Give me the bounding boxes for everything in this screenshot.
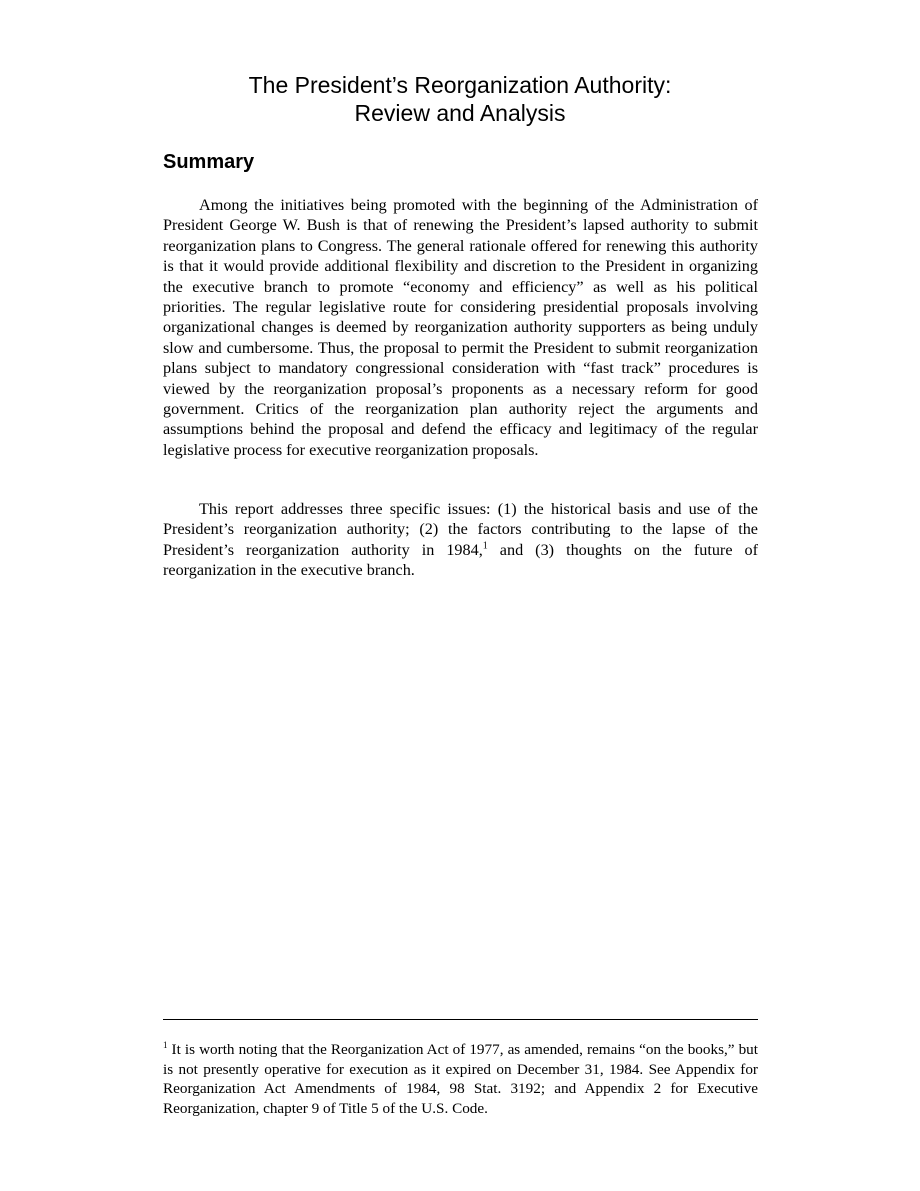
footnote-reference: 1 [482,540,488,552]
section-heading-summary: Summary [163,151,255,173]
summary-paragraph-2 [163,499,758,581]
summary-paragraph-1: Among the initiatives being promoted with the beginning of the Administration of President George W. Bush is that of renewing the President’s lapsed authority to submit reorganization plans to Congress. The general rationale offered for renewing this authority is that it would provide additional flexibility and discretion to the President in organizing the executive branch to promote “economy and efficiency” as well as his political priorities. The regular legislative route for considering presidential proposals involving organizational changes is deemed by reorganization authority supporters as being unduly slow and cumbersome. Thus, the proposal to permit the President to submit reorganization plans subject to mandatory congressional consideration with “fast track” procedures is viewed by the reorganization proposal’s proponents as a necessary reform for good government. Critics of the reorganization plan authority reject the arguments and assumptions behind the proposal and defend the efficacy and legitimacy of the regular legislative process for executive reorganization proposals. [163,196,758,459]
footnote-1 [163,1040,758,1118]
footnote-text: It is worth noting that the Reorganization Act of 1977, as amended, remains “on the books,” but is not presently operative for execution as it expired on December 31, 1984. See Appendix for Reorganization Act Amendments of 1984, 98 Stat. 3192; and Appendix 2 for Executive Reorganization, chapter 9 of Title 5 of the U.S. Code. [163,1041,758,1117]
paragraph-2-text-start: This report addresses three specific issues: (1) the historical basis and use of the President’s reorganization authority; (2) the factors contributing to the lapse of the President’s reorganization authority in 1984, [163,500,758,559]
paragraph-2-text-end: and (3) thoughts on the future of reorganization in the executive branch. [163,540,759,580]
footnote-divider [163,1019,758,1020]
footnote-marker: 1 [163,1039,168,1050]
title-line-2: Review and Analysis [354,100,566,127]
title-line-1: The President’s Reorganization Authority: [248,72,672,99]
document-title [0,71,920,127]
